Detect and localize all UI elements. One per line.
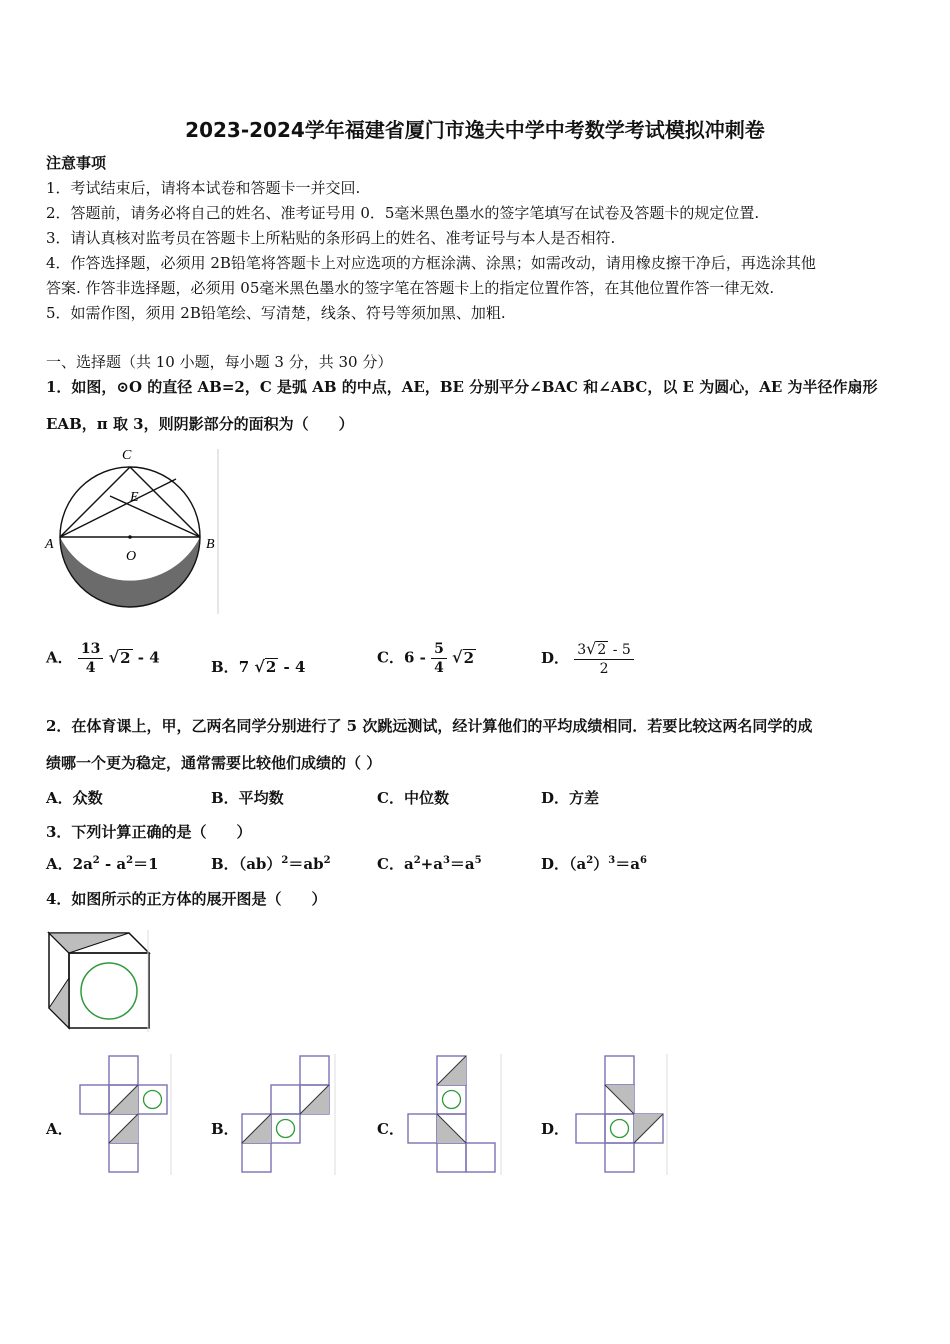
q2-stem-line2: 绩哪一个更为稳定，通常需要比较他们成绩的（ ） (46, 754, 382, 772)
point-label-c: C (122, 448, 132, 463)
notice-item: 2．答题前，请务必将自己的姓名、准考证号用 0．5毫米黑色墨水的签字笔填写在试卷及答题卡的规定位置. (46, 204, 760, 222)
notice-heading: 注意事项 (46, 154, 107, 172)
q3-stem: 3．下列计算正确的是（ ） (46, 823, 252, 841)
notice-item: 1．考试结束后，请将本试卷和答题卡一并交回. (46, 179, 361, 197)
notice-item: 4．作答选择题，必须用 2B铅笔将答题卡上对应选项的方框涂满、涂黑；如需改动，请用橡皮擦干净后，再选涂其他 (46, 254, 816, 272)
q1-stem-line2: EAB，π 取 3，则阴影部分的面积为（ ） (46, 415, 354, 433)
point-label-a: A (45, 537, 54, 552)
q1-option-a[interactable]: A． $\frac{13}{4}$ √2 - 4 (46, 641, 160, 676)
q2-stem-line1: 2．在体育课上，甲，乙两名同学分别进行了 5 次跳远测试，经计算他们的平均成绩相同．若要比较这两名同学的成 (46, 717, 813, 735)
notice-item: 答案. 作答非选择题，必须用 05毫米黑色墨水的签字笔在答题卡上的指定位置作答，在其他位置作答一律无效. (46, 279, 775, 297)
q3-option-a[interactable]: A．$2a^2 - a^2=1$ (46, 855, 159, 873)
point-label-e: E (130, 490, 139, 505)
point-label-o: O (126, 549, 137, 564)
q1-circle-figure (40, 444, 230, 619)
q4-option-d-label[interactable]: D． (541, 1120, 570, 1138)
q4-net-b[interactable] (238, 1052, 338, 1177)
q4-net-d[interactable] (570, 1052, 670, 1177)
q1-option-b[interactable]: B．7 √2 - 4 (211, 657, 306, 676)
q4-net-c[interactable] (404, 1052, 504, 1177)
notice-item: 5．如需作图，须用 2B铅笔绘、写清楚，线条、符号等须加黑、加粗. (46, 304, 506, 322)
q1-option-c[interactable]: C．6 - $\frac{5}{4}$ √2 (377, 641, 474, 676)
point-label-b: B (206, 537, 215, 552)
q2-option-c[interactable]: C．中位数 (377, 789, 449, 807)
section-heading: 一、选择题（共 10 小题，每小题 3 分，共 30 分） (46, 353, 393, 371)
q4-option-a-label[interactable]: A． (46, 1120, 73, 1138)
q3-option-d[interactable]: D．$(a^2)^3=a^6$ (541, 855, 647, 873)
q4-net-a[interactable] (74, 1052, 174, 1177)
q3-option-b[interactable]: B．$(ab)^2=ab^2$ (211, 855, 331, 873)
q4-option-c-label[interactable]: C． (377, 1120, 404, 1138)
notice-item: 3．请认真核对监考员在答题卡上所粘贴的条形码上的姓名、准考证号与本人是否相符. (46, 229, 616, 247)
q2-option-b[interactable]: B．平均数 (211, 789, 284, 807)
q1-stem-line1: 1．如图，⊙O 的直径 AB=2，C 是弧 AB 的中点，AE，BE 分别平分∠BAC 和∠ABC，以 E 为圆心，AE 为半径作扇形 (46, 378, 878, 396)
q2-option-a[interactable]: A．众数 (46, 789, 103, 807)
q4-option-b-label[interactable]: B． (211, 1120, 239, 1138)
q4-cube-figure (44, 928, 154, 1034)
q2-option-d[interactable]: D．方差 (541, 789, 600, 807)
page-title: 2023-2024学年福建省厦门市逸夫中学中考数学考试模拟冲刺卷 (185, 118, 765, 142)
q1-option-d[interactable]: D． $\frac{3√2 - 5}{2}$ (541, 640, 634, 678)
q4-stem: 4．如图所示的正方体的展开图是（ ） (46, 890, 327, 908)
q3-option-c[interactable]: C．$a^2+a^3=a^5$ (377, 855, 482, 873)
